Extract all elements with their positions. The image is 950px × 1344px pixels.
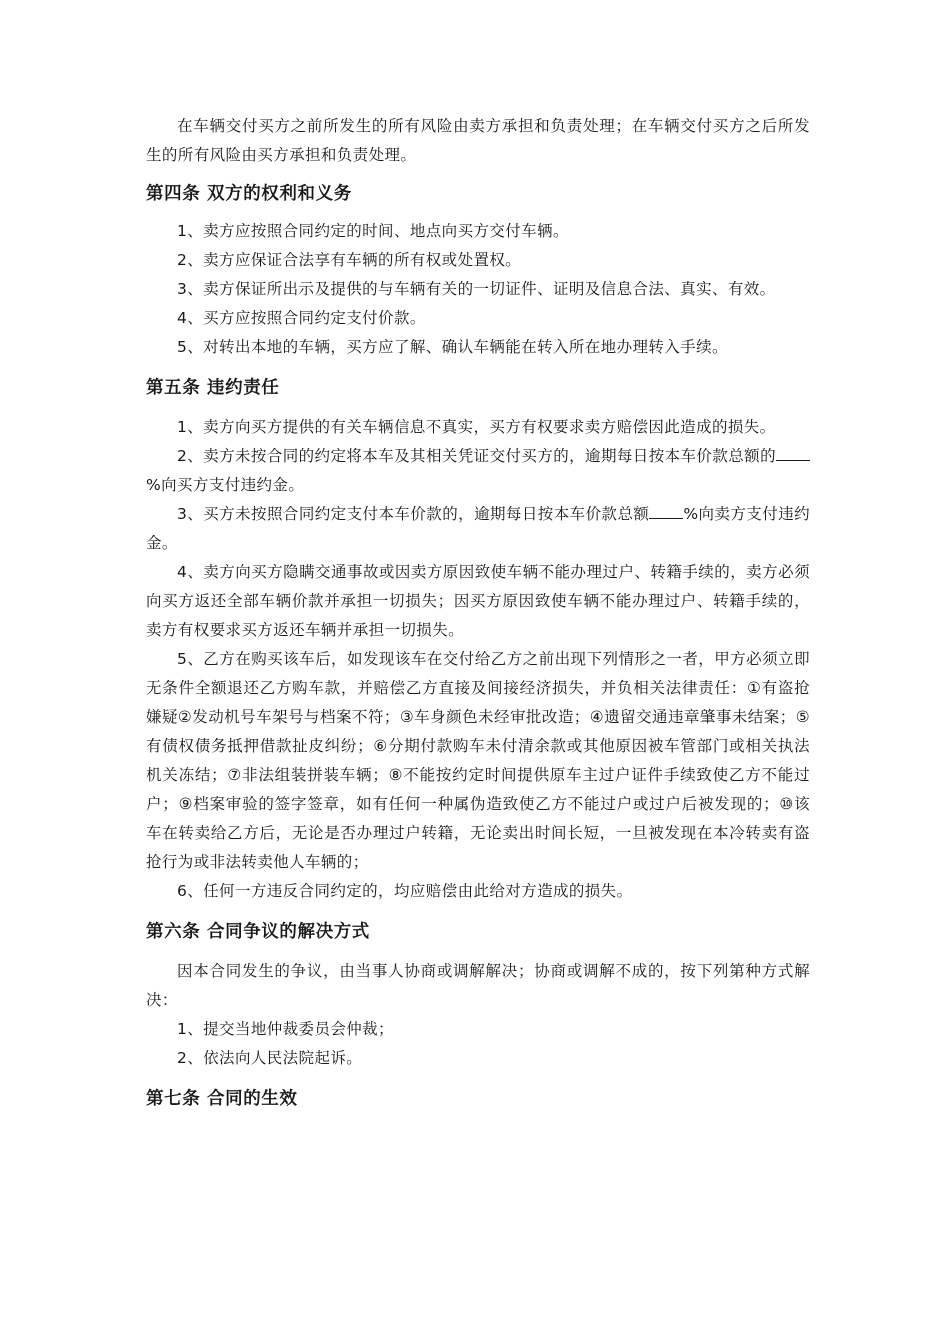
penalty-rate-blank[interactable] xyxy=(776,446,810,461)
article-5-item-2-text-a: 2、卖方未按合同的约定将本车及其相关凭证交付买方的，逾期每日按本车价款总额的 xyxy=(177,447,776,465)
article-4-heading: 第四条 双方的权利和义务 xyxy=(146,184,352,204)
article-6-heading: 第六条 合同争议的解决方式 xyxy=(146,922,370,942)
article-5-item-3-text-a: 3、买方未按照合同约定支付本车价款的，逾期每日按本车价款总额 xyxy=(177,505,650,523)
article-6-intro: 因本合同发生的争议，由当事人协商或调解解决；协商或调解不成的，按下列第种方式解决： xyxy=(146,962,810,1009)
article-5-item-5: 5、乙方在购买该车后，如发现该车在交付给乙方之前出现下列情形之一者，甲方必须立即无条件全额退还乙方购车款，并赔偿乙方直接及间接经济损失，并负相关法律责任：①有盗抢嫌疑②发动机号车架号与档案不符；③车身颜色未经审批改造；④遗留交通违章肇事未结案；⑤有债权债务抵押借款扯皮纠纷；⑥分期付款购车未付清余款或其他原因被车管部门或相关执法机关冻结；⑦非法组装拼装车辆；⑧不能按约定时间提供原车主过户证件手续致使乙方不能过户；⑨档案审验的签字签章，如有任何一种属伪造致使乙方不能过户或过户后被发现的；⑩该车在转卖给乙方后，无论是否办理过户转籍，无论卖出时间长短，一旦被发现在本冷转卖有盗抢行为或非法转卖他人车辆的； xyxy=(146,650,810,871)
article-5-item-6: 6、任何一方违反合同约定的，均应赔偿由此给对方造成的损失。 xyxy=(177,882,633,900)
article-5-heading: 第五条 违约责任 xyxy=(146,378,280,398)
article-4-item-2: 2、卖方应保证合法享有车辆的所有权或处置权。 xyxy=(177,251,522,269)
article-5-item-3 xyxy=(146,500,810,558)
risk-paragraph: 在车辆交付买方之前所发生的所有风险由卖方承担和负责处理；在车辆交付买方之后所发生的所有风险由买方承担和负责处理。 xyxy=(146,117,810,164)
article-4-item-5: 5、对转出本地的车辆，买方应了解、确认车辆能在转入所在地办理转入手续。 xyxy=(177,338,728,356)
article-6-item-1: 1、提交当地仲裁委员会仲裁； xyxy=(177,1020,394,1038)
article-4-item-3: 3、卖方保证所出示及提供的与车辆有关的一切证件、证明及信息合法、真实、有效。 xyxy=(177,280,776,298)
article-4-item-4: 4、买方应按照合同约定支付价款。 xyxy=(177,309,426,327)
article-4-item-1: 1、卖方应按照合同约定的时间、地点向买方交付车辆。 xyxy=(177,222,569,240)
document-page xyxy=(146,112,810,1114)
article-7-heading: 第七条 合同的生效 xyxy=(146,1089,298,1109)
penalty-rate-blank[interactable] xyxy=(649,504,683,519)
article-6-item-2: 2、依法向人民法院起诉。 xyxy=(177,1049,363,1067)
article-5-item-3-text-b: %向卖方支付违约金。 xyxy=(146,505,810,552)
article-5-item-4: 4、卖方向买方隐瞒交通事故或因卖方原因致使车辆不能办理过户、转籍手续的，卖方必须向买方返还全部车辆价款并承担一切损失；因买方原因致使车辆不能办理过户、转籍手续的，卖方有权要求买方返还车辆并承担一切损失。 xyxy=(146,563,810,639)
article-5-item-1: 1、卖方向买方提供的有关车辆信息不真实，买方有权要求卖方赔偿因此造成的损失。 xyxy=(177,418,776,436)
article-5-item-2-text-b: %向买方支付违约金。 xyxy=(146,476,305,494)
article-5-item-2 xyxy=(146,442,810,500)
